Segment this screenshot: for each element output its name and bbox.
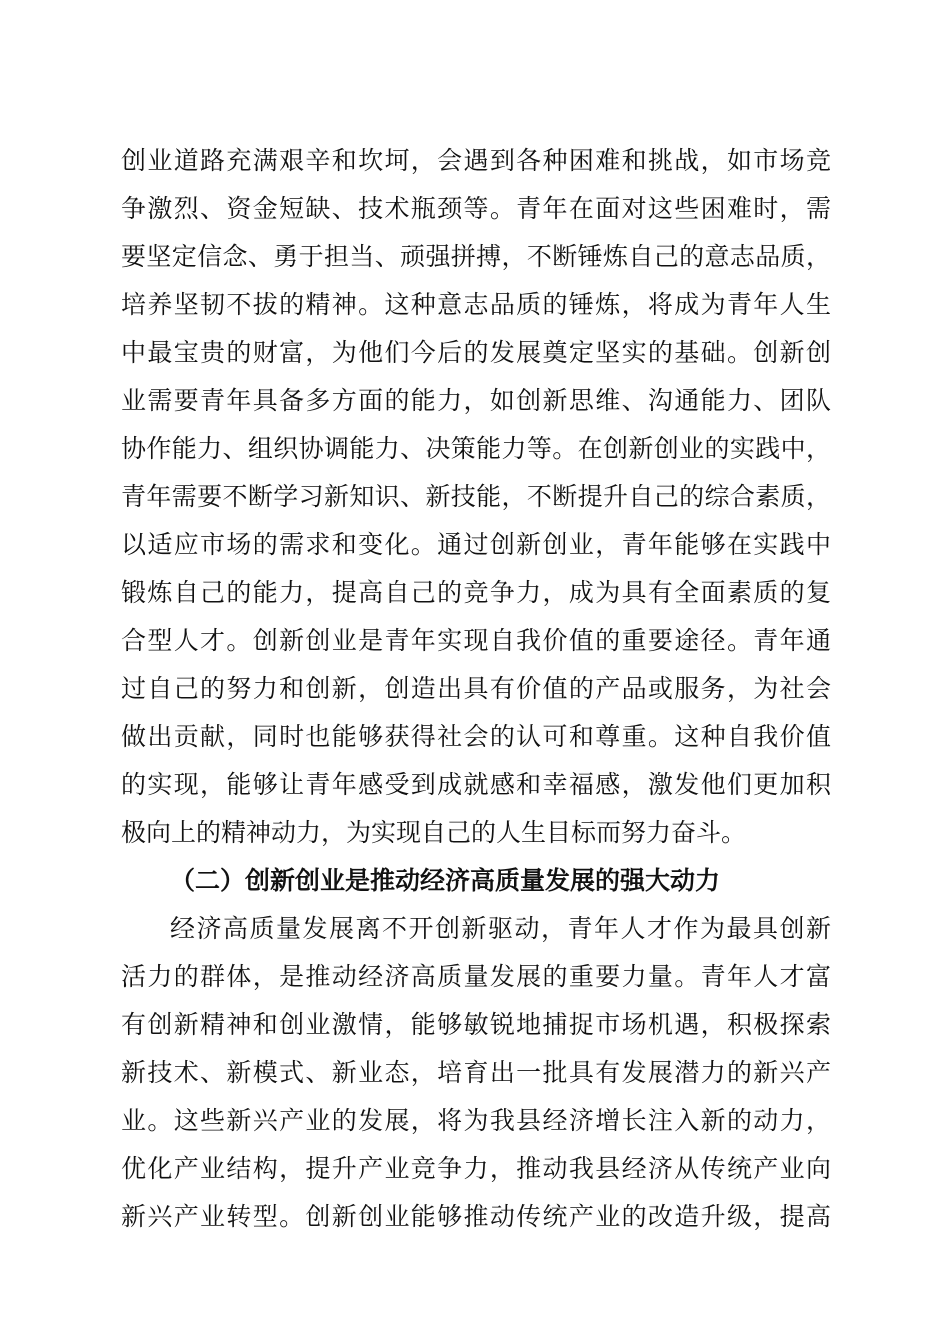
paragraph-1-line: 合型人才。创新创业是青年实现自我价值的重要途径。青年通 <box>121 626 831 655</box>
paragraph-1-line: 协作能力、组织协调能力、决策能力等。在创新创业的实践中， <box>121 434 831 463</box>
paragraph-1-line: 锻炼自己的能力，提高自己的竞争力，成为具有全面素质的复 <box>121 578 831 607</box>
paragraph-1-line: 以适应市场的需求和变化。通过创新创业，青年能够在实践中 <box>121 530 831 559</box>
paragraph-1-line: 培养坚韧不拔的精神。这种意志品质的锤炼，将成为青年人生 <box>121 290 831 319</box>
paragraph-2-line: 经济高质量发展离不开创新驱动，青年人才作为最具创新 <box>170 914 831 943</box>
paragraph-1-line: 业需要青年具备多方面的能力，如创新思维、沟通能力、团队 <box>121 386 831 415</box>
paragraph-1-line: 中最宝贵的财富，为他们今后的发展奠定坚实的基础。创新创 <box>121 338 831 367</box>
paragraph-1-line: 创业道路充满艰辛和坎坷，会遇到各种困难和挑战，如市场竞 <box>121 146 831 175</box>
paragraph-1-line: 青年需要不断学习新知识、新技能，不断提升自己的综合素质， <box>121 482 831 511</box>
paragraph-2-line: 新兴产业转型。创新创业能够推动传统产业的改造升级，提高 <box>121 1202 831 1231</box>
paragraph-2-line: 业。这些新兴产业的发展，将为我县经济增长注入新的动力， <box>121 1106 831 1135</box>
paragraph-1-line: 过自己的努力和创新，创造出具有价值的产品或服务，为社会 <box>121 674 831 703</box>
paragraph-1-line: 极向上的精神动力，为实现自己的人生目标而努力奋斗。 <box>121 818 747 847</box>
section-heading: （二）创新创业是推动经济高质量发展的强大动力 <box>170 866 721 895</box>
paragraph-2-line: 优化产业结构，提升产业竞争力，推动我县经济从传统产业向 <box>121 1154 831 1183</box>
paragraph-1-line: 要坚定信念、勇于担当、顽强拼搏，不断锤炼自己的意志品质， <box>121 242 831 271</box>
paragraph-1-line: 争激烈、资金短缺、技术瓶颈等。青年在面对这些困难时，需 <box>121 194 831 223</box>
paragraph-1-line: 做出贡献，同时也能够获得社会的认可和尊重。这种自我价值 <box>121 722 831 751</box>
paragraph-1-line: 的实现，能够让青年感受到成就感和幸福感，激发他们更加积 <box>121 770 831 799</box>
paragraph-2-line: 有创新精神和创业激情，能够敏锐地捕捉市场机遇，积极探索 <box>121 1010 831 1039</box>
paragraph-2-line: 新技术、新模式、新业态，培育出一批具有发展潜力的新兴产 <box>121 1058 831 1087</box>
paragraph-2-line: 活力的群体，是推动经济高质量发展的重要力量。青年人才富 <box>121 962 831 991</box>
